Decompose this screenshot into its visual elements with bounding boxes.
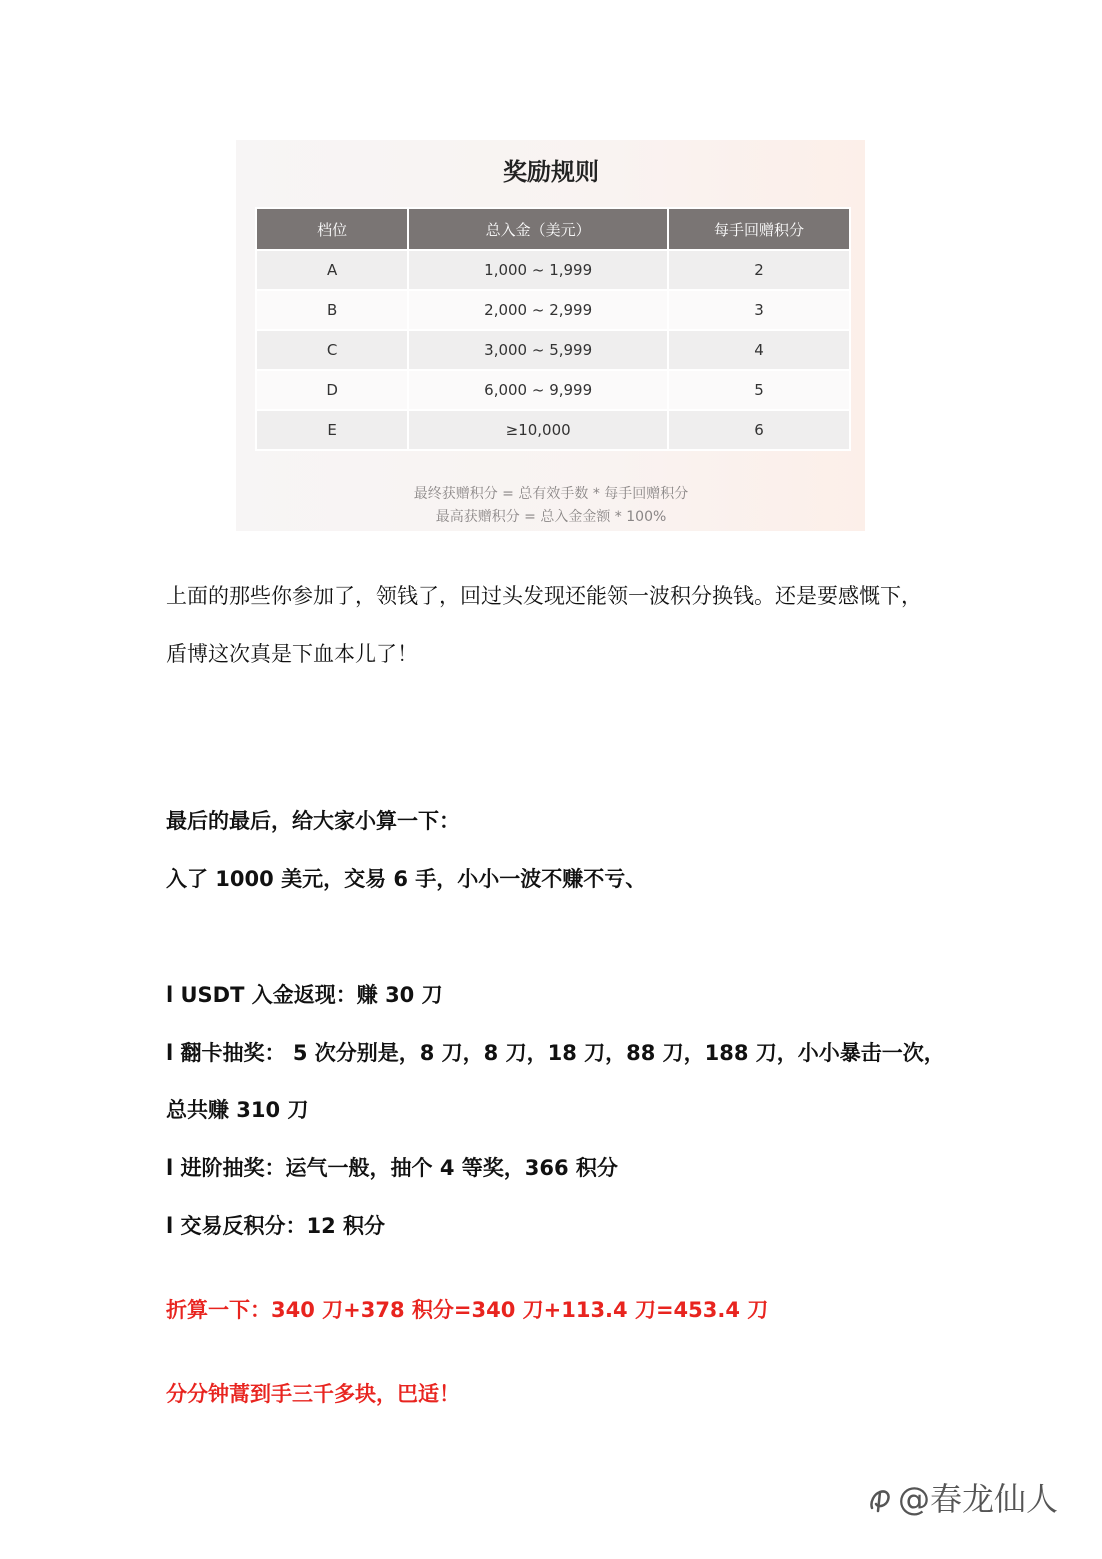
summary-heading: 最后的最后，给大家小算一下： (166, 809, 460, 833)
bullet-trade-points: l 交易反积分：12 积分 (166, 1214, 386, 1238)
deposit-cell: 3,000 ~ 5,999 (408, 330, 668, 370)
points-cell: 2 (668, 250, 850, 290)
card-title: 奖励规则 (503, 158, 599, 186)
paragraph-intro-cont: 盾博这次真是下血本儿了！ (166, 642, 418, 666)
paragraph-intro: 上面的那些你参加了，领钱了，回过头发现还能领一波积分换钱。还是要感慨下， (166, 584, 922, 608)
tier-cell: B (256, 290, 408, 330)
header-deposit: 总入金（美元） (408, 208, 668, 250)
formula-note-final: 最终获赠积分 = 总有效手数 * 每手回赠积分 (413, 486, 689, 502)
deposit-cell: 2,000 ~ 2,999 (408, 290, 668, 330)
bullet-card-draw-total: 总共赚 310 刀 (166, 1098, 309, 1122)
points-cell: 3 (668, 290, 850, 330)
tier-cell: A (256, 250, 408, 290)
deposit-cell: ≥10,000 (408, 410, 668, 450)
watermark-text: @春龙仙人 (898, 1480, 1059, 1518)
deposit-cell: 1,000 ~ 1,999 (408, 250, 668, 290)
table-row (256, 250, 850, 290)
header-tier: 档位 (256, 208, 408, 250)
tier-cell: C (256, 330, 408, 370)
points-cell: 6 (668, 410, 850, 450)
reward-rules-table (255, 207, 851, 451)
table-row (256, 410, 850, 450)
closing-remark: 分分钟蒿到手三千多块，巴适！ (166, 1382, 460, 1406)
deposit-cell: 6,000 ~ 9,999 (408, 370, 668, 410)
table-header-row (256, 208, 850, 250)
points-cell: 4 (668, 330, 850, 370)
bullet-advanced-draw: l 进阶抽奖：运气一般，抽个 4 等奖，366 积分 (166, 1156, 618, 1180)
bullet-usdt-cashback: l USDT 入金返现：赚 30 刀 (166, 983, 443, 1007)
formula-note-max: 最高获赠积分 = 总入金金额 * 100% (435, 509, 667, 525)
summary-deposit: 入了 1000 美元，交易 6 手，小小一波不赚不亏、 (166, 867, 647, 891)
bullet-card-draw: l 翻卡抽奖： 5 次分别是，8 刀，8 刀，18 刀，88 刀，188 刀，小小暴击一次， (166, 1041, 945, 1065)
points-cell: 5 (668, 370, 850, 410)
tier-cell: E (256, 410, 408, 450)
table-row (256, 330, 850, 370)
zhihu-style-logo-icon (866, 1484, 896, 1514)
header-points: 每手回赠积分 (668, 208, 850, 250)
table-row (256, 290, 850, 330)
tier-cell: D (256, 370, 408, 410)
conversion-total: 折算一下：340 刀+378 积分=340 刀+113.4 刀=453.4 刀 (166, 1298, 769, 1322)
author-watermark (866, 1474, 1058, 1520)
table-row (256, 370, 850, 410)
